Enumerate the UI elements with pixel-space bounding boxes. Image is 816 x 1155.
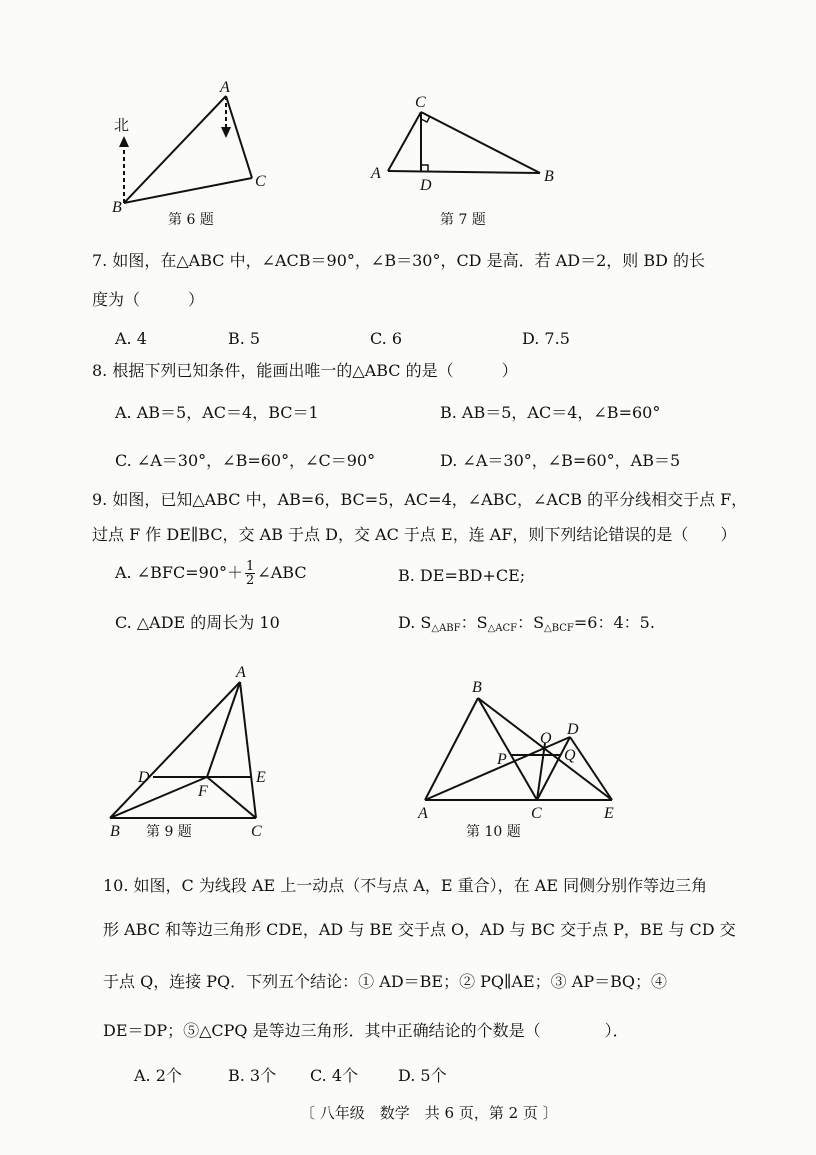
fig9-label-e: E: [256, 769, 266, 786]
fig10-line-ab: [425, 698, 478, 800]
fig6-label-b: B: [112, 199, 122, 216]
fig10-label-a: A: [418, 805, 428, 822]
q9-subscript-bcf: △BCF: [544, 623, 574, 634]
q8-stem: 8. 根据下列已知条件，能画出唯一的△ABC 的是（ ）: [92, 361, 518, 380]
fig6-north-label: 北: [114, 116, 130, 134]
fig10-label-c: C: [531, 805, 542, 822]
q8-option-c: C. ∠A＝30°，∠B=60°，∠C＝90°: [115, 451, 376, 470]
q10-option-b: B. 3个: [228, 1066, 277, 1085]
q10-stem-line1: 10. 如图，C 为线段 AE 上一动点（不与点 A，E 重合），在 AE 同侧分别作等边三角: [103, 876, 708, 895]
fraction-half: [245, 560, 255, 587]
q9-option-a: [115, 560, 307, 587]
q9-option-d-prefix: D. S: [398, 613, 432, 632]
q10-stem-line2: 形 ABC 和等边三角形 CDE，AD 与 BE 交于点 O，AD 与 BC 交于点 P，BE 与 CD 交: [103, 920, 736, 939]
figure-7: [0, 0, 816, 240]
q9-option-d-sep2: ：S: [517, 613, 545, 632]
q9-stem-line2: 过点 F 作 DE∥BC，交 AB 于点 D，交 AC 于点 E，连 AF，则下列结论错误的是（ ）: [92, 525, 737, 544]
q7-option-c: C. 6: [370, 329, 403, 348]
fig10-caption: 第 10 题: [466, 824, 521, 840]
fraction-denominator: 2: [246, 573, 255, 588]
q7-option-b: B. 5: [228, 329, 261, 348]
q10-option-a: A. 2个: [134, 1066, 182, 1085]
fig9-label-c: C: [251, 823, 262, 840]
fig6-label-a: A: [220, 79, 230, 96]
fig9-label-a: A: [236, 664, 246, 681]
q9-option-d: [398, 613, 655, 639]
q9-option-d-suffix: =6：4：5.: [573, 613, 655, 632]
q9-subscript-acf: △ACF: [487, 623, 518, 634]
fig10-line-bc: [478, 698, 537, 800]
fig7-caption: 第 7 题: [440, 212, 486, 228]
fig7-label-b: B: [544, 168, 554, 185]
q9-subscript-abf: △ABF: [431, 623, 461, 634]
page-footer: 〔 八年级 数学 共 6 页，第 2 页 〕: [300, 1104, 558, 1122]
fig7-label-c: C: [415, 94, 426, 111]
fig10-label-q: Q: [564, 747, 576, 764]
q8-option-d: D. ∠A＝30°，∠B=60°，AB＝5: [440, 451, 681, 470]
figure-10: [0, 660, 816, 850]
q9-option-a-suffix: ∠ABC: [257, 563, 307, 582]
q7-stem-line1: 7. 如图，在△ABC 中，∠ACB＝90°，∠B＝30°，CD 是高．若 AD＝2，则 BD 的长: [92, 251, 706, 270]
fig7-line-ac: [388, 112, 421, 171]
fig9-label-f: F: [198, 783, 208, 800]
fig7-label-a: A: [371, 165, 381, 182]
q10-option-d: D. 5个: [398, 1066, 447, 1085]
q10-option-c: C. 4个: [310, 1066, 359, 1085]
fig6-caption: 第 6 题: [168, 212, 214, 228]
q9-option-d-sep1: ：S: [460, 613, 488, 632]
q10-stem-line3: 于点 Q，连接 PQ．下列五个结论：① AD＝BE；② PQ∥AE；③ AP＝BQ；④: [103, 972, 667, 991]
fig7-label-d: D: [420, 177, 432, 194]
fraction-numerator: 1: [246, 559, 255, 574]
q9-option-a-prefix: A. ∠BFC=90°＋: [115, 563, 244, 582]
fig7-line-cb: [421, 112, 540, 173]
fig9-caption: 第 9 题: [146, 824, 192, 840]
fig10-label-b: B: [472, 679, 482, 696]
fig6-label-c: C: [255, 173, 266, 190]
q9-option-b: B. DE=BD+CE;: [398, 566, 526, 585]
q9-option-c: C. △ADE 的周长为 10: [115, 613, 280, 632]
q8-option-a: A. AB＝5，AC＝4，BC＝1: [115, 403, 319, 422]
fig10-label-o: O: [540, 730, 552, 747]
q7-option-d: D. 7.5: [522, 329, 570, 348]
fig7-line-ab: [388, 171, 540, 173]
fig10-label-d: D: [567, 721, 579, 738]
q8-option-b: B. AB＝5，AC＝4，∠B=60°: [440, 403, 661, 422]
fig10-label-e: E: [604, 805, 614, 822]
q7-option-a: A. 4: [115, 329, 147, 348]
fig9-label-d: D: [138, 769, 150, 786]
fig10-label-p: P: [497, 751, 507, 768]
q9-stem-line1: 9. 如图，已知△ABC 中，AB=6，BC=5，AC=4，∠ABC，∠ACB 的平分线相交于点 F，: [92, 490, 748, 509]
fig9-label-b: B: [110, 823, 120, 840]
q7-stem-line2: 度为（ ）: [92, 290, 205, 309]
q10-stem-line4: DE＝DP；⑤△CPQ 是等边三角形．其中正确结论的个数是（ ）．: [103, 1021, 629, 1040]
fig10-line-de: [570, 737, 612, 800]
